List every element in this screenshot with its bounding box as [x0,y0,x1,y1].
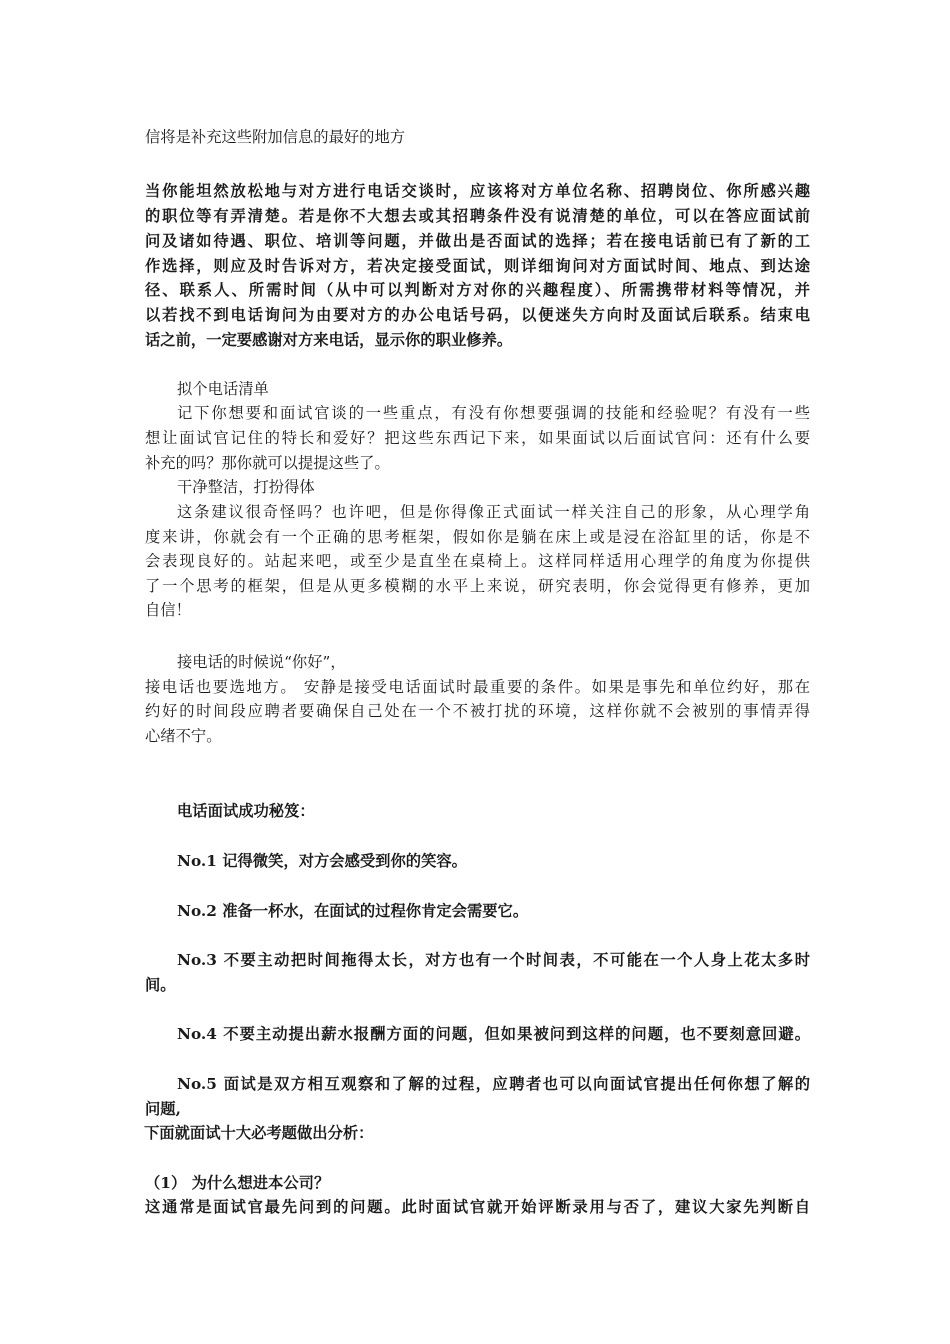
checklist-line-2: 想让面试官记住的特长和爱好？把这些东西记下来，如果面试以后面试官问：还有什么要 [145,429,810,447]
answer-line-1: 接电话也要选地方。 安静是接受电话面试时最重要的条件。如果是事先和单位约好，那在 [145,678,810,696]
dress-line-2: 度来讲，你就会有一个正确的思考框架，假如你是躺在床上或是浸在浴缸里的话，你是不 [145,528,810,546]
phone-tips-line-7: 话之前，一定要感谢对方来电话，显示你的职业修养。 [145,331,513,349]
intro-line: 信将是补充这些附加信息的最好的地方 [145,128,406,146]
phone-tips-line-1: 当你能坦然放松地与对方进行电话交谈时，应该将对方单位名称、招聘岗位、你所感兴趣 [145,182,810,200]
question-1-line-1: 这通常是面试官最先问到的问题。此时面试官就开始评断录用与否了，建议大家先判断自 [145,1198,810,1216]
checklist-line-3: 补充的吗？那你就可以提提这些了。 [145,454,390,472]
dress-heading: 干净整洁，打扮得体 [177,478,315,496]
checklist-heading: 拟个电话清单 [177,380,269,398]
dress-line-3: 会表现良好的。站起来吧，或至少是直坐在桌椅上。这样同样适用心理学的角度为你提供 [145,552,810,570]
secret-tip-3-line-2: 间。 [145,976,176,994]
phone-tips-line-2: 的职位等有弄清楚。若是你不大想去或其招聘条件没有说清楚的单位，可以在答应面试前 [145,207,810,225]
dress-line-5: 自信！ [145,601,191,619]
phone-tips-line-6: 以若找不到电话询问为由要对方的办公电话号码，以便迷失方向时及面试后联系。结束电 [145,306,810,324]
dress-line-1: 这条建议很奇怪吗？也许吧，但是你得像正式面试一样关注自己的形象，从心理学角 [177,503,810,521]
analysis-intro: 下面就面试十大必考题做出分析： [144,1124,374,1142]
question-1-title: （1） 为什么想进本公司？ [145,1174,330,1192]
secret-tip-3-line-1: No.3 不要主动把时间拖得太长，对方也有一个时间表，不可能在一个人身上花太多时 [177,951,810,969]
phone-tips-line-3: 问及诸如待遇、职位、培训等问题，并做出是否面试的选择；若在接电话前已有了新的工 [145,232,810,250]
checklist-line-1: 记下你想要和面试官谈的一些重点，有没有你想要强调的技能和经验呢？有没有一些 [177,404,810,422]
answer-line-2: 约好的时间段应聘者要确保自己处在一个不被打扰的环境，这样你就不会被别的事情弄得 [145,702,810,720]
secrets-heading: 电话面试成功秘笈： [177,802,315,820]
secret-tip-1: No.1 记得微笑，对方会感受到你的笑容。 [177,852,467,870]
secret-tip-2: No.2 准备一杯水，在面试的过程你肯定会需要它。 [177,902,529,920]
phone-tips-line-5: 径、联系人、所需时间（从中可以判断对方对你的兴趣程度）、所需携带材料等情况，并 [145,281,810,299]
dress-line-4: 了一个思考的框架，但是从更多模糊的水平上来说，研究表明，你会觉得更有修养，更加 [145,577,810,595]
secret-tip-5-line-1: No.5 面试是双方相互观察和了解的过程，应聘者也可以向面试官提出任何你想了解的 [177,1075,810,1093]
answer-line-3: 心绪不宁。 [145,727,222,745]
secret-tip-5-line-2: 问题, [145,1100,181,1118]
phone-tips-line-4: 作选择，则应及时告诉对方，若决定接受面试，则详细询问对方面试时间、地点、到达途 [145,257,810,275]
secret-tip-4: No.4 不要主动提出薪水报酬方面的问题，但如果被问到这样的问题，也不要刻意回避。 [177,1025,810,1043]
answer-heading: 接电话的时候说“你好”， [177,653,346,671]
